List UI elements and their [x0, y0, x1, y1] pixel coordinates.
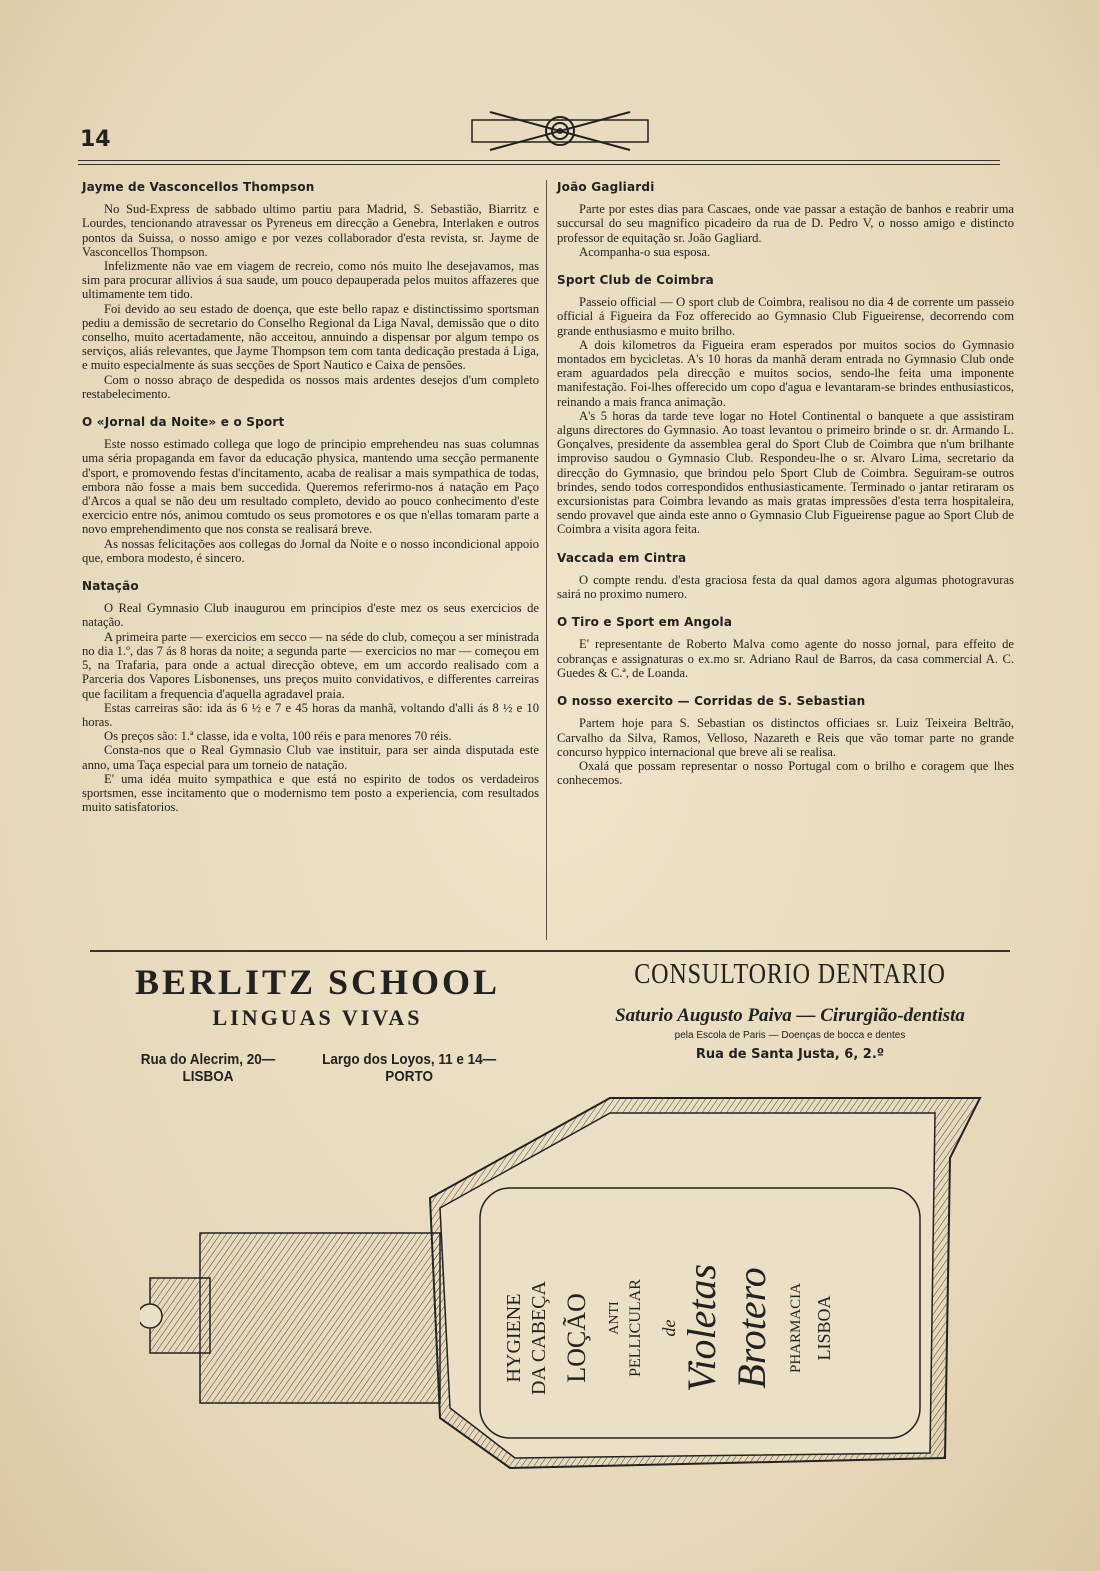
paragraph: Os preços são: 1.ª classe, ida e volta, 100 réis e para menores 70 réis.	[104, 729, 452, 744]
article-exercito	[557, 694, 1014, 787]
header-rule-2	[78, 164, 1000, 165]
paragraph: Passeio official — O sport club de Coimbra, realisou no dia 4 de corrente um passeio official á Figueira da Foz offerecido ao Gymnasio Club Figueirense, decorrendo com grande enthusiasmo e muito brilho.	[557, 295, 1014, 338]
article-thompson	[82, 180, 539, 401]
masthead-logo	[470, 106, 650, 156]
dentist-note: pela Escola de Paris — Doenças de bocca e dentes	[674, 1030, 906, 1041]
paragraph: Parte por estes dias para Cascaes, onde vae passar a estação de banhos e reabrir uma succursal do seu magnifico picadeiro da rua de D. Pedro V, o nosso amigo e distincto professor de equitação sr. João Gagliard.	[557, 202, 1014, 245]
article-heading: Natação	[82, 579, 139, 594]
article-heading: O nosso exercito — Corridas de S. Sebastian	[557, 694, 866, 709]
bottle-label-cabeca: DA CABEÇA	[528, 1281, 550, 1395]
paragraph: O compte rendu. d'esta graciosa festa da qual damos agora algumas photogravuras sairá no proximo numero.	[557, 572, 1014, 602]
berlitz-address-porto: Largo dos Loyos, 11 e 14—PORTO	[322, 1051, 497, 1085]
article-heading: Sport Club de Coimbra	[557, 273, 714, 288]
paragraph: Estas carreiras são: ida ás 6 ½ e 7 e 45 horas da manhã, voltando d'alli ás 8 ½ e 10 horas.	[82, 700, 539, 729]
article-vaccada-cintra	[557, 551, 1014, 602]
paragraph: A dois kilometros da Figueira eram esperados por muitos socios do Gymnasio montados em bycicletas. A's 10 horas da manhã deram entrada no Gymnasio Club onde eram aguardados pela direcção e muitos socios, sendo-lhe feita uma imponente manifestação. Foi-lhes offerecido um copo d'agua e levantaram-se brindes enthusiasticos, reinando a mais franca animação.	[557, 337, 1014, 409]
dentist-title: CONSULTORIO DENTARIO	[634, 959, 946, 990]
berlitz-advert	[90, 955, 545, 1085]
header-rule	[78, 160, 1000, 161]
right-column	[557, 180, 1014, 801]
paragraph: Acompanha-o sua esposa.	[579, 244, 711, 259]
bottle-label-violetas: Violetas	[679, 1263, 724, 1393]
paragraph: Consta-nos que o Real Gymnasio Club vae instituir, para ser ainda disputada este anno, uma Taça especial para um torneio de natação.	[82, 743, 539, 772]
paragraph: No Sud-Express de sabbado ultimo partiu para Madrid, S. Sebastião, Biarritz e Lourdes, tencionando atravessar os Pyreneus em direcção a Genebra, Interlaken e outros pontos da Suissa, o nosso amigo e por vezes collaborador d'esta revista, sr. Jayme de Vasconcellos Thompson.	[82, 202, 539, 259]
dentist-name: Saturio Augusto Paiva — Cirurgião-dentista	[615, 1005, 965, 1026]
bottle-label-lisboa: LISBOA	[814, 1295, 834, 1361]
paragraph: Com o nosso abraço de despedida os nossos mais ardentes desejos d'um completo restabelecimento.	[82, 372, 539, 401]
berlitz-title: BERLITZ SCHOOL	[134, 962, 501, 1002]
left-column	[82, 180, 539, 828]
paragraph: O Real Gymnasio Club inaugurou em principios d'este mez os seus exercicios de natação.	[82, 601, 539, 630]
dentist-advert	[575, 955, 1005, 1062]
dentist-address: Rua de Santa Justa, 6, 2.º	[695, 1047, 885, 1062]
column-divider	[546, 180, 547, 940]
bottle-label-hygiene: HYGIENE	[503, 1293, 525, 1383]
page-number: 14	[80, 127, 111, 152]
bottle-label-anti: ANTI	[607, 1301, 622, 1335]
article-heading: O «Jornal da Noite» e o Sport	[82, 415, 285, 430]
bottle-label-brotero: Brotero	[729, 1267, 774, 1389]
paragraph: A primeira parte — exercicios em secco — na séde do club, começou a ser ministrada no dia 1.º, das 7 ás 8 horas da noite; a segunda parte — exercicios no mar — começou em 5, na Trafaria, para onde a actual direcção obteve, em um accordo realisado com a Parceria dos Vapores Lisbonenses, uns preços muito convidativos, e differentes carreiras que facilitam a frequencia d'aquella agradavel praia.	[82, 629, 539, 701]
bottle-label-pharmacia: PHARMACIA	[788, 1282, 804, 1374]
article-natacao	[82, 579, 539, 814]
article-heading: Jayme de Vasconcellos Thompson	[82, 180, 315, 194]
article-heading: O Tiro e Sport em Angola	[557, 615, 733, 630]
paragraph: E' uma idéa muito sympathica e que está no espirito de todos os verdadeiros sportsmen, esse incitamento que o modernismo tem posto a experiencia, com resultados muito satisfatorios.	[82, 771, 539, 815]
article-heading: Vaccada em Cintra	[557, 550, 687, 565]
berlitz-subtitle: LINGUAS VIVAS	[212, 1005, 423, 1030]
bottle-label-pellicular: PELLICULAR	[627, 1279, 644, 1377]
bottle-label-de: de	[659, 1319, 679, 1337]
article-jornal-da-noite	[82, 415, 539, 565]
advert-rule	[90, 950, 1010, 952]
paragraph: Oxalá que possam representar o nosso Portugal com o brilho e coragem que lhes conhecemos.	[557, 758, 1014, 788]
article-sport-club-coimbra	[557, 273, 1014, 537]
paragraph: E' representante de Roberto Malva como agente do nosso jornal, para effeito de cobranças e assignaturas o ex.mo sr. Adriano Raul de Barros, da casa commercial A. C. Guedes & C.ª, de Loanda.	[557, 637, 1014, 680]
paragraph: Partem hoje para S. Sebastian os distinctos officiaes sr. Luiz Teixeira Beltrão, Carvalho da Silva, Ramos, Velloso, Nazareth e Reis que vão tomar parte no grande concurso hyppico internacional que breve ali se realisa.	[557, 716, 1014, 759]
article-gagliardi	[557, 180, 1014, 259]
paragraph: A's 5 horas da tarde teve logar no Hotel Continental o banquete a que assistiram alguns directores do Gymnasio. Ao toast levantou o primeiro brinde o sr. dr. Armando L. Gonçalves, presidente da assemblea geral do Sport Club de Coimbra que n'um brilhante improviso saudou o Gymnasio Club. Respondeu-lhe o sr. Alvaro Lima, secretario da direcção do Gymnasio, que brindou pelo Sport Club de Coimbra. Seguiram-se outros brindes, sendo todos correspondidos enthusiasticamente. Terminado o jantar retiraram os excursionistas para Coimbra levando as mais gratas impressões d'esta terra hospitaleira, sendo provavel que ainda este anno o Gymnasio Club Figueirense pague ao Sport Club de Coimbra a visita agora feita.	[557, 408, 1014, 537]
paragraph: Este nosso estimado collega que logo de principio emprehendeu nas suas columnas uma séria propaganda em favor da educação physica, mantendo uma secção permanente d'sport, e promovendo festas d'incitamento, acaba de realisar a mais sympathica de todas, embora não fosse a mais bem succedida. Queremos referirmo-nos á natação em Paço d'Arcos a qual se não deu um resultado completo, devido ao pouco conhecimento d'este exercicio entre nós, animou comtudo os seus promotores e os que n'ellas tomaram parte a novo emprehendimento que nos consta se realisará breve.	[82, 437, 539, 537]
bottle-label-locao: LOÇÃO	[562, 1293, 591, 1383]
berlitz-address-lisboa: Rua do Alecrim, 20—LISBOA	[140, 1051, 276, 1085]
article-heading: João Gagliardi	[557, 180, 655, 194]
paragraph: Infelizmente não vae em viagem de recreio, como nós muito lhe desejavamos, mas sim para procurar allivios á sua saude, um pouco depauperada pelos muitos affazeres que ultimamente tem tido.	[82, 259, 539, 302]
paragraph: As nossas felicitações aos collegas do Jornal da Noite e o nosso incondicional appoio que, embora modesto, é sincero.	[82, 536, 539, 565]
bottle-illustration	[140, 1078, 990, 1478]
article-angola	[557, 615, 1014, 680]
paragraph: Foi devido ao seu estado de doença, que este bello rapaz e distinctissimo sportsman pediu a demissão de secretario do Conselho Regional da Liga Naval, demissão que o dito conselho, muito acertadamente, não acceitou, annuindo a dispensar por algum tempo os serviços, aliás relevantes, que Jayme Thompson tem com tanta dedicação prestada á Liga, e muito especialmente ás suas secções de Sport Nautico e Caixa de pensões.	[82, 301, 539, 373]
